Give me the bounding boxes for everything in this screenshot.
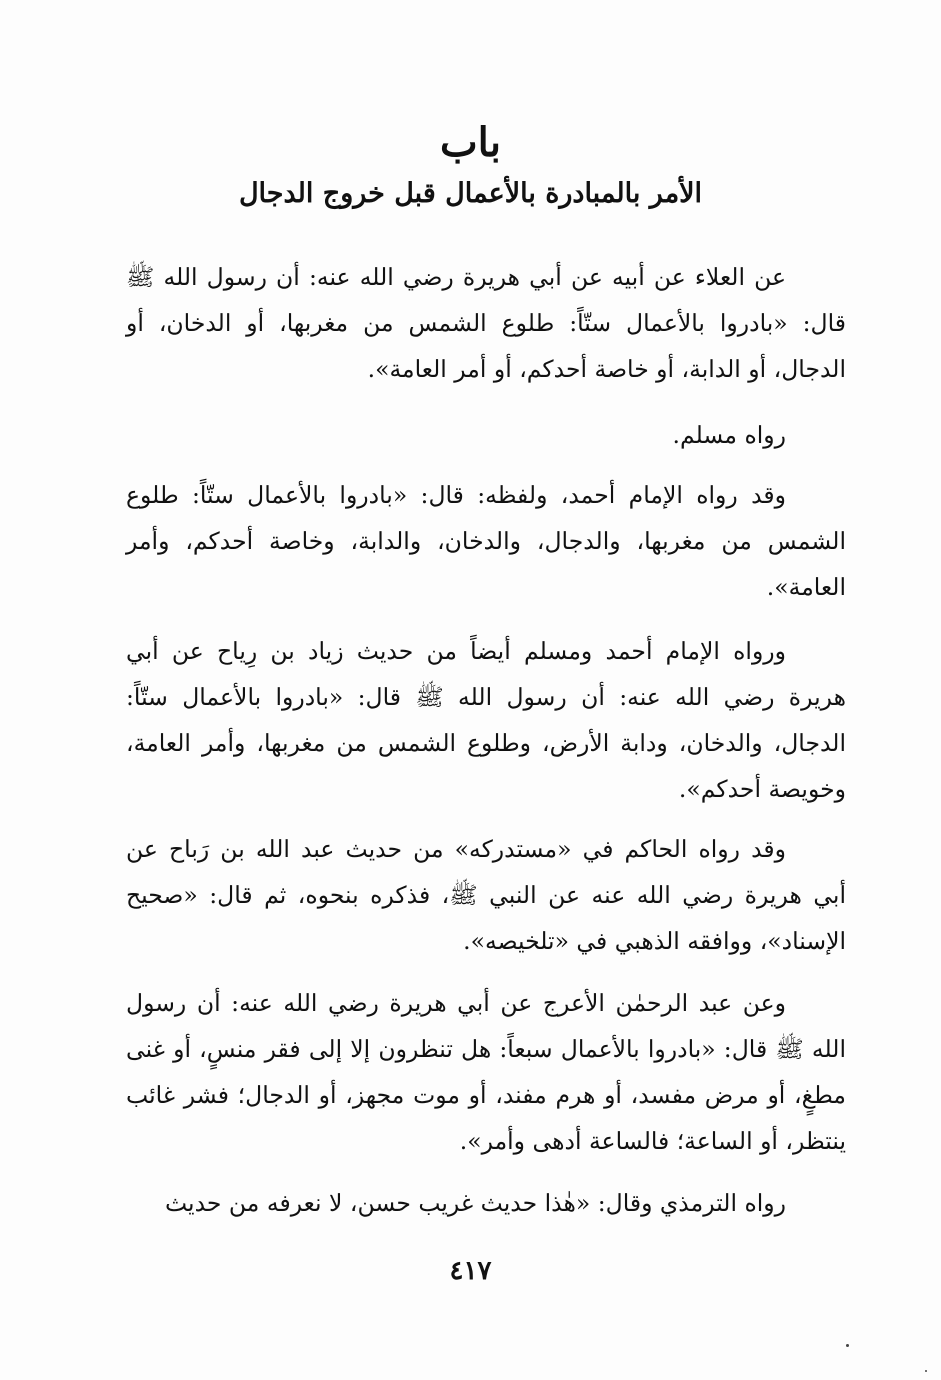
paragraph-hakim-narration xyxy=(126,826,846,964)
paragraph-text: وقد رواه الإمام أحمد، ولفظه: قال: «بادروا بالأعمال ستّاً: طلوع الشمس من مغربها، والدجال، والدخان، والدابة، وخاصة أحدكم، وأمر العامة». xyxy=(126,481,846,601)
scan-speck xyxy=(846,1344,849,1347)
paragraph-ziyad-narration xyxy=(126,628,846,812)
paragraph-muslim-narration xyxy=(126,412,846,458)
paragraph-text: رواه الترمذي وقال: «هٰذا حديث غريب حسن، لا نعرفه من حديث xyxy=(164,1189,786,1217)
paragraph-hadith-ala xyxy=(126,254,846,392)
paragraph-text: رواه مسلم. xyxy=(672,421,786,449)
page-number: ٤١٧ xyxy=(449,1256,492,1286)
paragraph-text: وعن عبد الرحمٰن الأعرج عن أبي هريرة رضي الله عنه: أن رسول الله ﷺ قال: «بادروا بالأعمال سبعاً: هل تنظرون إلا إلى فقر منسٍ، أو غنى مطغٍ، أو مرض مفسد، أو هرم مفند، أو موت مجهز، أو الدجال؛ فشر غائب ينتظر، أو الساعة؛ فالساعة أدهى وأمر». xyxy=(126,989,846,1155)
paragraph-text: ورواه الإمام أحمد ومسلم أيضاً من حديث زياد بن رِياح عن أبي هريرة رضي الله عنه: أن رسول الله ﷺ قال: «بادروا بالأعمال ستّاً: الدجال، والدخان، ودابة الأرض، وطلوع الشمس من مغربها، وأمر العامة، وخويصة أحدكم». xyxy=(126,637,846,803)
chapter-subtitle: الأمر بالمبادرة بالأعمال قبل خروج الدجال xyxy=(238,178,703,209)
paragraph-ahmad-wording xyxy=(126,472,846,610)
scan-speck xyxy=(925,1370,927,1372)
paragraph-text: وقد رواه الحاكم في «مستدركه» من حديث عبد الله بن رَباح عن أبي هريرة رضي الله عنه عن النبي ﷺ، فذكره بنحوه، ثم قال: «صحيح الإسناد»، ووافقه الذهبي في «تلخيصه». xyxy=(126,835,846,955)
chapter-title: باب xyxy=(440,119,501,166)
paragraph-tirmidhi-narration xyxy=(126,1180,846,1226)
paragraph-text: عن العلاء عن أبيه عن أبي هريرة رضي الله عنه: أن رسول الله ﷺ قال: «بادروا بالأعمال ستّاً: طلوع الشمس من مغربها، أو الدخان، أو الدجال، أو الدابة، أو خاصة أحدكم، أو أمر العامة». xyxy=(126,263,846,383)
paragraph-araj-narration xyxy=(126,980,846,1164)
